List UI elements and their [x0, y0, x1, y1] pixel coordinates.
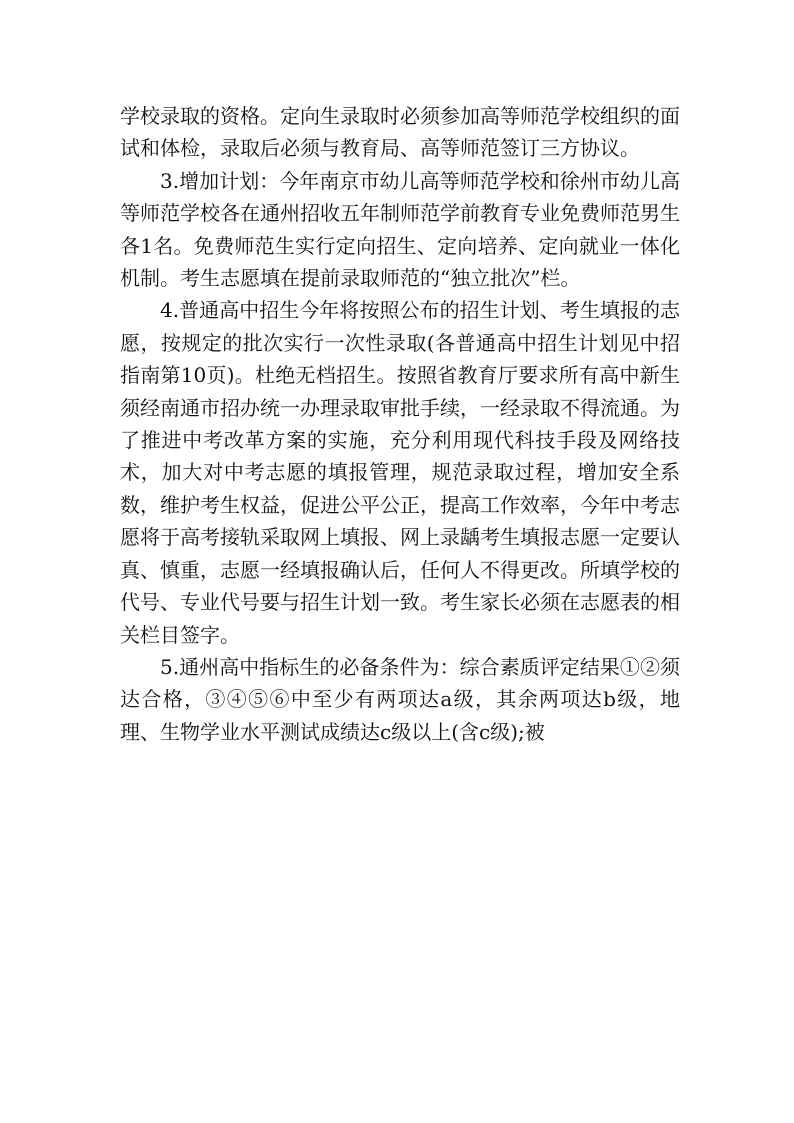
paragraph-high-school-enrollment: 4.普通高中招生今年将按照公布的招生计划、考生填报的志愿，按规定的批次实行一次性录取(各普通高中招生计划见中招指南第10页)。杜绝无档招生。按照省教育厅要求所有高中新生须经南通市招办统一办理录取审批手续，一经录取不得流通。为了推进中考改革方案的实施，充分利用现代科技手段及网络技术，加大对中考志愿的填报管理，规范录取过程，增加安全系数，维护考生权益，促进公平公正，提高工作效率，今年中考志愿将于高考接轨采取网上填报、网上录龋考生填报志愿一定要认真、慎重，志愿一经填报确认后，任何人不得更改。所填学校的代号、专业代号要与招生计划一致。考生家长必须在志愿表的相关栏目签字。 [120, 298, 680, 647]
document-body [120, 100, 680, 748]
paragraph-increase-plan: 3.增加计划：今年南京市幼儿高等师范学校和徐州市幼儿高等师范学校各在通州招收五年制师范学前教育专业免费师范男生各1名。免费师范生实行定向招生、定向培养、定向就业一体化机制。考生志愿填在提前录取师范的“独立批次”栏。 [120, 168, 680, 291]
paragraph-admission-qualification: 学校录取的资格。定向生录取时必须参加高等师范学校组织的面试和体检，录取后必须与教育局、高等师范签订三方协议。 [120, 104, 680, 161]
paragraph-quota-student-conditions: 5.通州高中指标生的必备条件为：综合素质评定结果①②须达合格，③④⑤⑥中至少有两项达a级，其余两项达b级，地理、生物学业水平测试成绩达c级以上(含c级);被 [120, 654, 680, 744]
